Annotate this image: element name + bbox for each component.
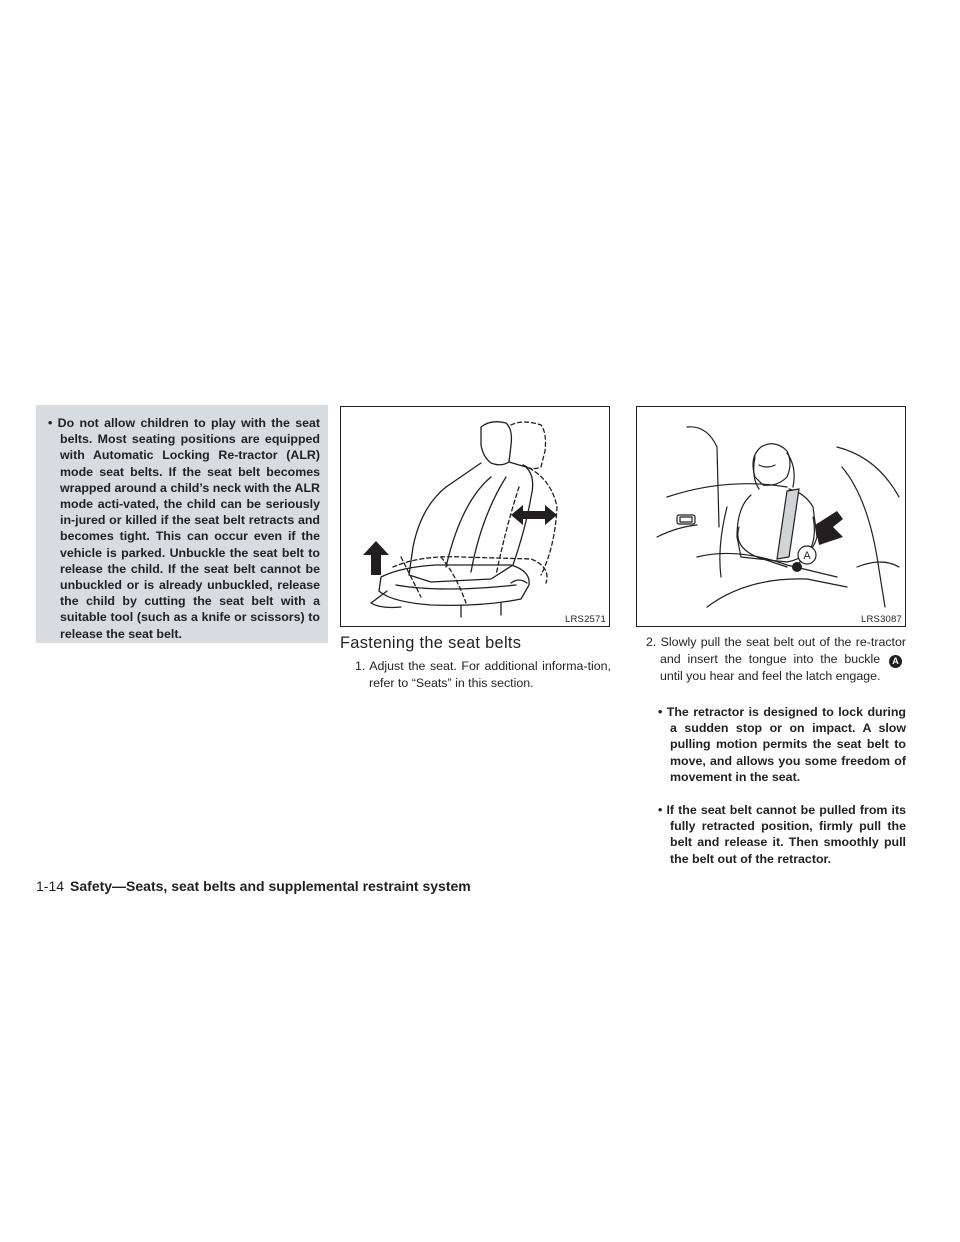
figure-code: LRS2571 xyxy=(564,614,606,625)
bullet-pull-belt: • If the seat belt cannot be pulled from its fully retracted position, firmly pull the belt and release it. Then smoothly pull the belt out of the retractor. xyxy=(658,803,906,866)
figure-seat-adjustment xyxy=(340,406,610,627)
page-footer xyxy=(36,878,471,894)
step-1: 1. Adjust the seat. For additional informa-tion, refer to “Seats” in this section. xyxy=(355,659,611,690)
chapter-title: Safety—Seats, seat belts and supplemental restraint system xyxy=(70,878,471,894)
double-arrow-icon xyxy=(511,505,557,525)
callout-a-icon: A xyxy=(889,655,902,668)
step-2 xyxy=(646,634,906,685)
warning-box xyxy=(36,405,328,643)
down-arrow-icon xyxy=(815,511,843,545)
callout-a-label: A xyxy=(803,550,811,562)
step-2-text-before: 2. Slowly pull the seat belt out of the re-tractor and insert the tongue into the buckle xyxy=(646,635,906,666)
page-number: 1-14 xyxy=(36,878,65,894)
belt-illustration xyxy=(637,407,906,627)
step-2-text-after: until you hear and feel the latch engage. xyxy=(660,668,881,683)
figure-code: LRS3087 xyxy=(860,614,902,625)
figure-fasten-belt xyxy=(636,406,906,627)
section-heading: Fastening the seat belts xyxy=(340,634,522,652)
seat-illustration xyxy=(341,407,610,627)
bullet-retractor-lock: • The retractor is designed to lock during a sudden stop or on impact. A slow pulling motion permits the seat belt to move, and allows you some freedom of movement in the seat. xyxy=(658,705,906,784)
warning-text: • Do not allow children to play with the seat belts. Most seating positions are equipped with Automatic Locking Re-tractor (ALR) mode seat belts. If the seat belt becomes wrapped around a child’s neck with the ALR mode acti-vated, the child can be seriously in-jured or killed if the seat belt retracts and becomes tight. This can occur even if the vehicle is parked. Unbuckle the seat belt to release the child. If the seat belt cannot be unbuckled or is already unbuckled, release the child by cutting the seat belt with a suitable tool (such as a knife or scissors) to release the seat belt. xyxy=(48,416,320,641)
up-arrow-icon xyxy=(363,541,389,575)
